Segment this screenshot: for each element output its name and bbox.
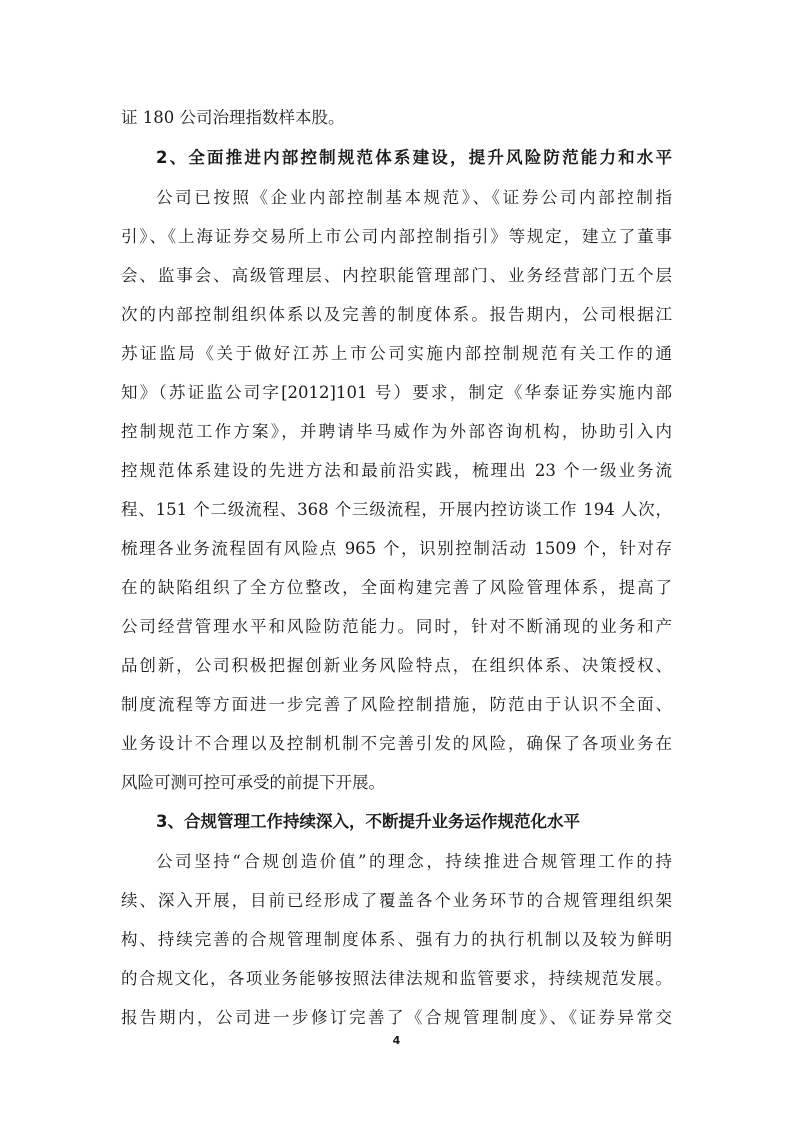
paragraph-line: 梳理各业务流程固有风险点 965 个，识别控制活动 1509 个，针对存 <box>121 539 672 558</box>
page-number: 4 <box>392 1034 401 1047</box>
paragraph-line: 苏证监局《关于做好江苏上市公司实施内部控制规范有关工作的通 <box>121 344 672 363</box>
section-heading: 3、合规管理工作持续深入，不断提升业务运作规范化水平 <box>156 812 580 831</box>
paragraph-line: 业务设计不合理以及控制机制不完善引发的风险，确保了各项业务在 <box>121 734 672 753</box>
paragraph-line: 在的缺陷组织了全方位整改，全面构建完善了风险管理体系，提高了 <box>121 578 672 597</box>
paragraph-line: 引》、《上海证券交易所上市公司内部控制指引》等规定，建立了董事 <box>121 227 672 246</box>
paragraph-line: 风险可测可控可承受的前提下开展。 <box>121 773 385 792</box>
paragraph-line: 构、持续完善的合规管理制度体系、强有力的执行机制以及较为鲜明 <box>121 930 672 949</box>
paragraph-line: 的合规文化，各项业务能够按照法律法规和监管要求，持续规范发展。 <box>121 969 672 988</box>
paragraph-line: 品创新，公司积极把握创新业务风险特点，在组织体系、决策授权、 <box>121 656 672 675</box>
paragraph-line: 控制规范工作方案》，并聘请毕马威作为外部咨询机构，协助引入内 <box>121 422 672 441</box>
section-heading: 2、全面推进内部控制规范体系建设，提升风险防范能力和水平 <box>156 148 672 167</box>
paragraph-line: 公司经营管理水平和风险防范能力。同时，针对不断涌现的业务和产 <box>121 617 672 636</box>
paragraph-line: 程、151 个二级流程、368 个三级流程，开展内控访谈工作 194 人次， <box>121 500 672 519</box>
paragraph-line: 续、深入开展，目前已经形成了覆盖各个业务环节的合规管理组织架 <box>121 891 672 910</box>
paragraph-line: 控规范体系建设的先进方法和最前沿实践，梳理出 23 个一级业务流 <box>121 461 672 480</box>
paragraph-line: 报告期内，公司进一步修订完善了《合规管理制度》、《证券异常交 <box>121 1008 672 1027</box>
paragraph-line: 制度流程等方面进一步完善了风险控制措施，防范由于认识不全面、 <box>121 695 672 714</box>
paragraph-line: 知》（苏证监公司字[2012]101 号）要求，制定《华泰证券实施内部 <box>121 383 672 402</box>
paragraph-line: 公司已按照《企业内部控制基本规范》、《证券公司内部控制指 <box>156 188 672 207</box>
paragraph-line: 公司坚持“合规创造价值”的理念，持续推进合规管理工作的持 <box>156 852 672 871</box>
paragraph-line: 会、监事会、高级管理层、内控职能管理部门、业务经营部门五个层 <box>121 266 672 285</box>
paragraph-line: 证 180 公司治理指数样本股。 <box>121 108 345 127</box>
paragraph-line: 次的内部控制组织体系以及完善的制度体系。报告期内，公司根据江 <box>121 305 672 324</box>
